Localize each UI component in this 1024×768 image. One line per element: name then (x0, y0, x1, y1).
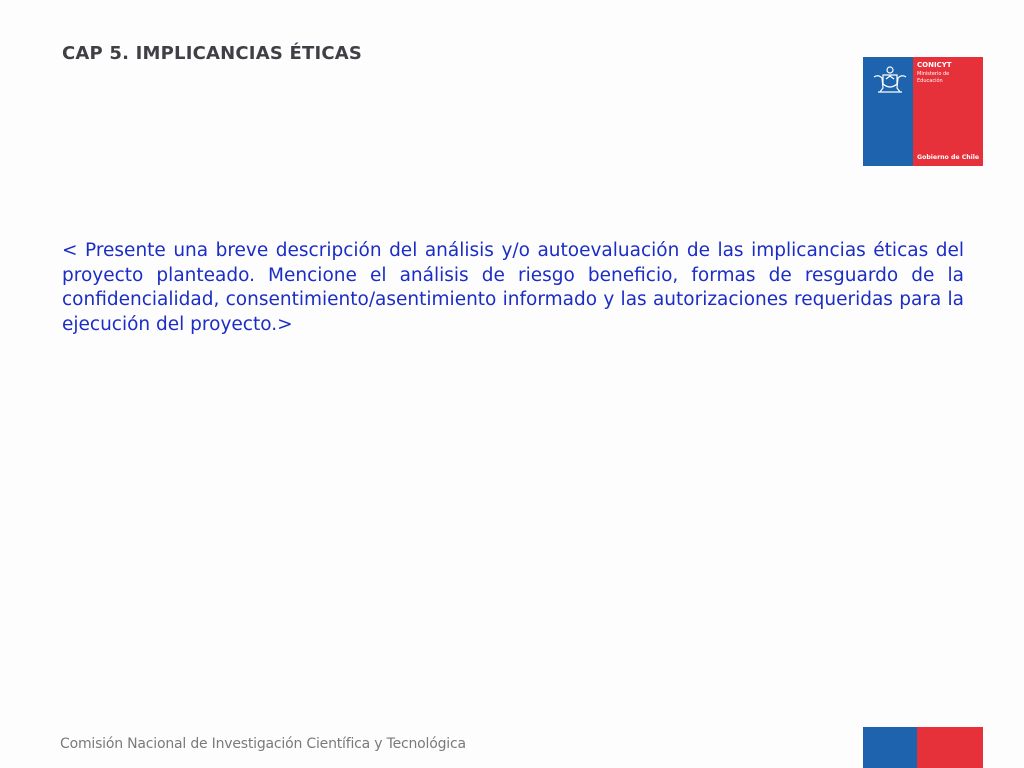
logo-red-panel (913, 57, 983, 166)
slide-title: CAP 5. IMPLICANCIAS ÉTICAS (62, 43, 363, 64)
footer-flag-blue (863, 727, 917, 768)
footer-text: Comisión Nacional de Investigación Científica y Tecnológica (60, 736, 466, 752)
logo-government: Gobierno de Chile (917, 154, 980, 161)
footer-flag (863, 727, 983, 768)
footer-flag-red (917, 727, 983, 768)
instruction-paragraph: < Presente una breve descripción del análisis y/o autoevaluación de las implicancias éticas del proyecto planteado. Mencione el análisis de riesgo beneficio, formas de resguardo de la confidencialidad, consentimiento/asentimiento informado y las autorizaciones requeridas para la ejecución del proyecto.> (62, 240, 964, 335)
logo-ministry: Ministerio de Educación (917, 71, 950, 84)
logo-blue-panel (863, 57, 913, 166)
coat-of-arms-icon (870, 63, 910, 95)
logo-brand: CONICYT (917, 61, 952, 69)
conicyt-logo (863, 57, 983, 166)
